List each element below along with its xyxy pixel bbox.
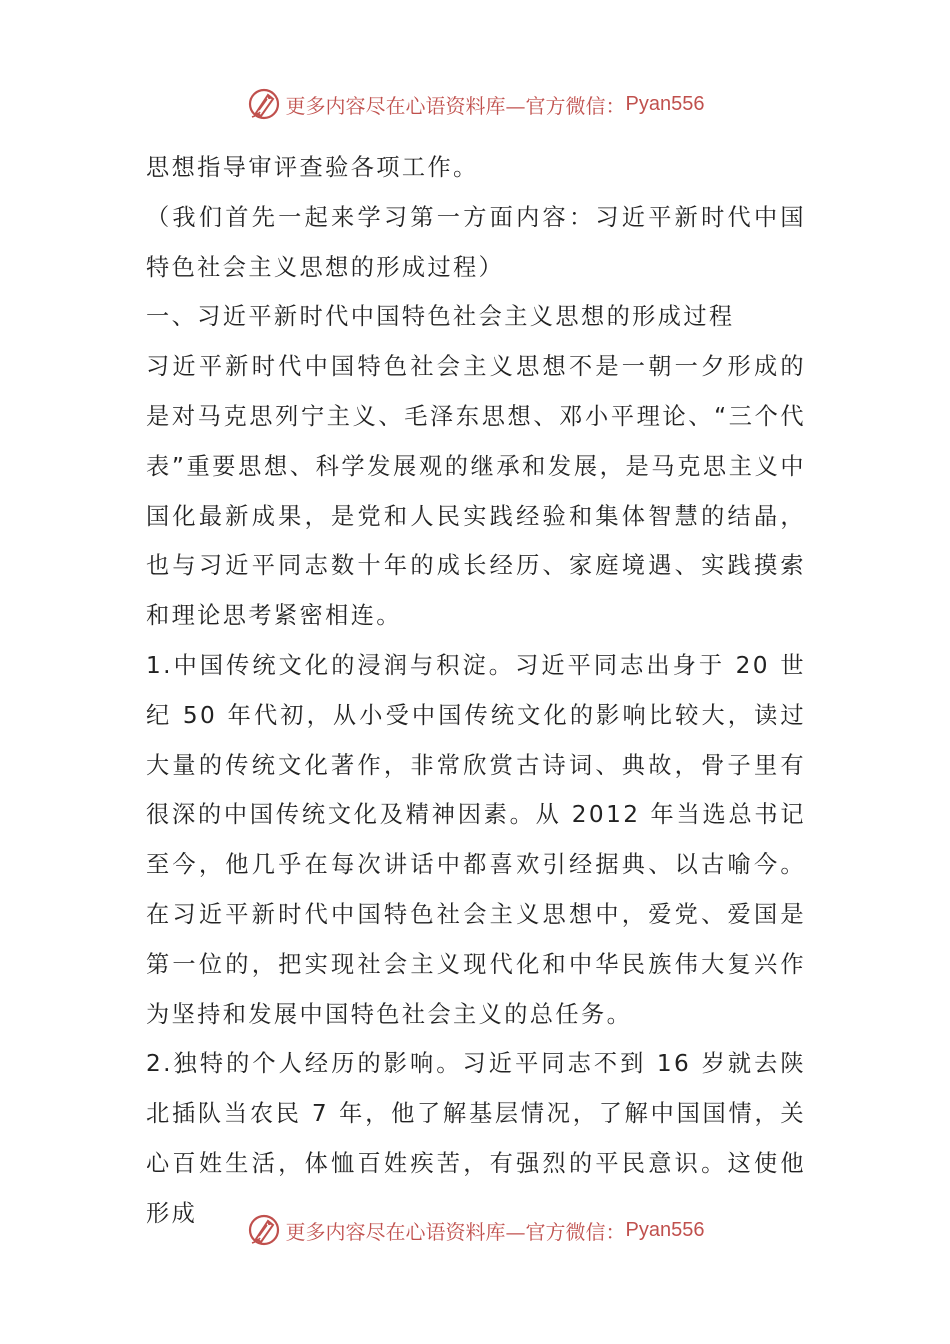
paragraph: 2.独特的个人经历的影响。习近平同志不到 16 岁就去陕北插队当农民 7 年，他了解基层情况，了解中国国情，关心百姓生活，体恤百姓疾苦，有强烈的平民意识。这使他形成 [146,1050,806,1227]
paragraph: 思想指导审评查验各项工作。 [146,154,479,181]
paragraph: 1.中国传统文化的浸润与积淀。习近平同志出身于 20 世纪 50 年代初，从小受中国传统文化的影响比较大，读过大量的传统文化著作，非常欣赏古诗词、典故，骨子里有很深的中国传统文化及精神因素。从 2012 年当选总书记至今，他几乎在每次讲话中都喜欢引经据典、以古喻今。在习近平新时代中国特色社会主义思想中，爱党、爱国是第一位的，把实现社会主义现代化和中华民族伟大复兴作为坚持和发展中国特色社会主义的总任务。 [146,651,806,1028]
banner-text: 更多内容尽在心语资料库—官方微信： [285,1219,626,1244]
wechat-id: Pyan556 [625,1218,705,1241]
pen-nib-logo-icon [246,86,282,122]
paragraph: 习近平新时代中国特色社会主义思想不是一朝一夕形成的是对马克思列宁主义、毛泽东思想、邓小平理论、“三个代表”重要思想、科学发展观的继承和发展，是马克思主义中国化最新成果，是党和人民实践经验和集体智慧的结晶，也与习近平同志数十年的成长经历、家庭境遇、实践摸索和理论思考紧密相连。 [146,353,806,630]
pen-nib-logo-icon [246,1212,282,1248]
header-banner [0,84,950,124]
wechat-id: Pyan556 [625,92,705,115]
paragraph: （我们首先一起来学习第一方面内容：习近平新时代中国特色社会主义思想的形成过程） [146,203,806,281]
body-text [146,143,806,1239]
section-heading: 一、习近平新时代中国特色社会主义思想的形成过程 [146,303,735,331]
banner-text: 更多内容尽在心语资料库—官方微信： [285,93,626,118]
footer-banner [0,1210,950,1250]
